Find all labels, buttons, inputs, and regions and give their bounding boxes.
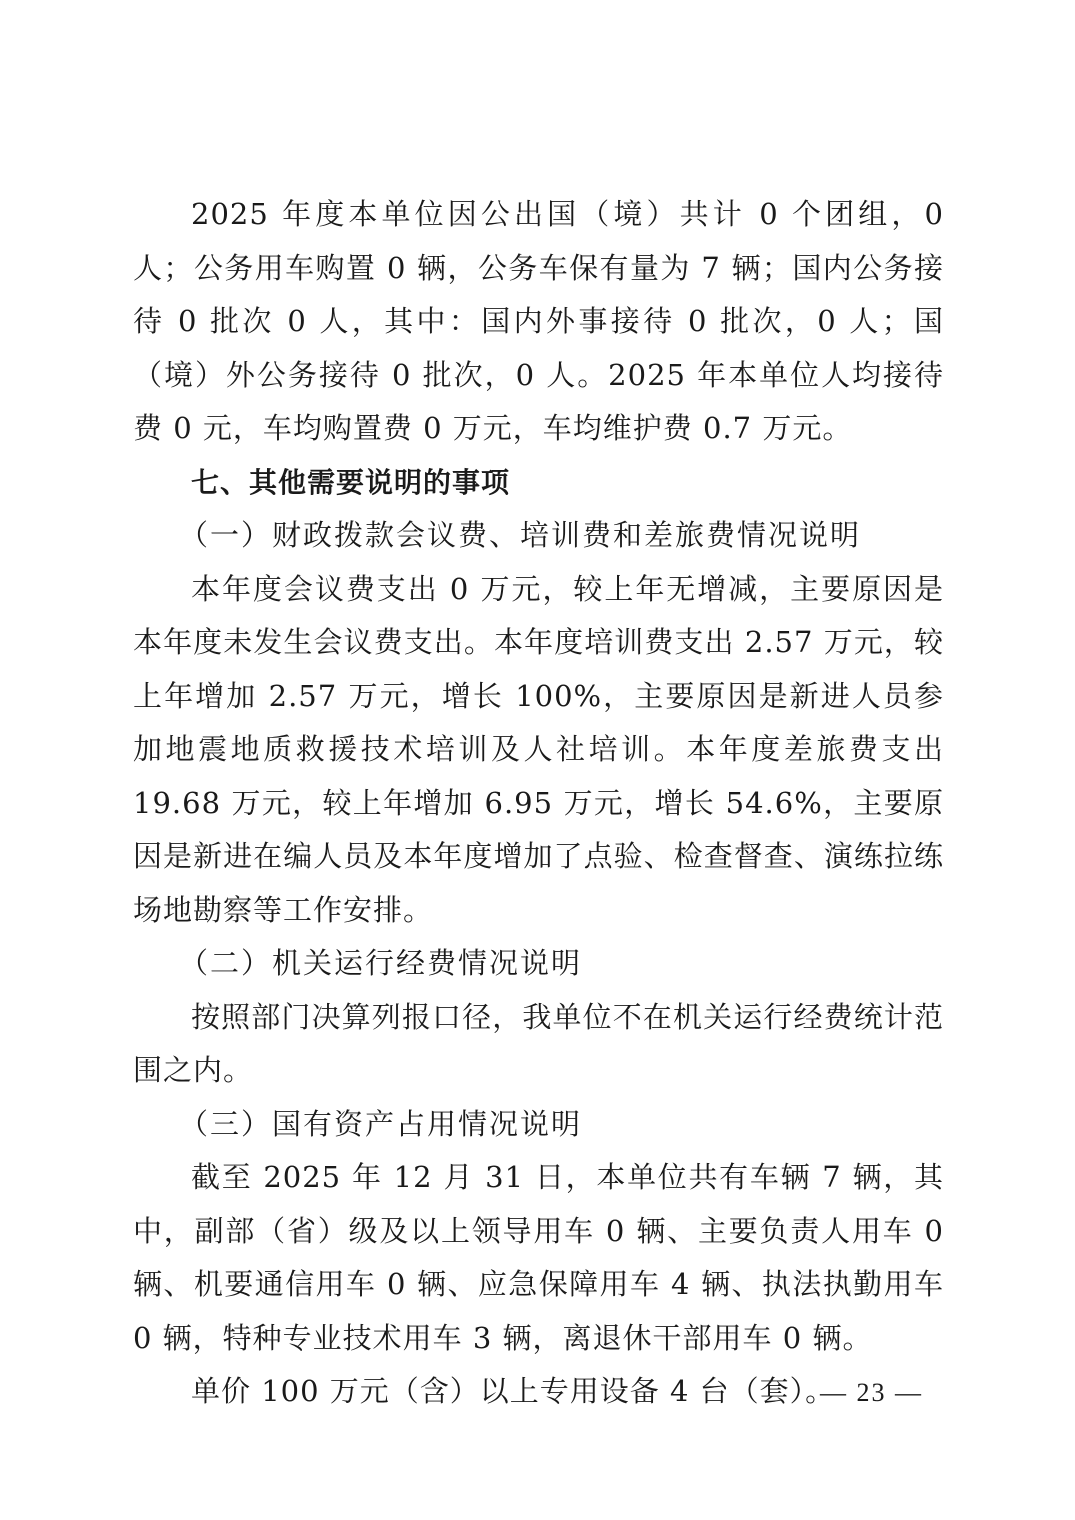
subsection-heading-operating-expenses: （二）机关运行经费情况说明 xyxy=(179,946,583,980)
paragraph-overseas-vehicles-reception: 2025 年度本单位因公出国（境）共计 0 个团组，0 人；公务用车购置 0 辆，公务车保有量为 7 辆；国内公务接待 0 批次 0 人，其中：国内外事接待 0 批次，0 人；国（境）外公务接待 0 批次，0 人。2025 年本单位人均接待费 0 元，车均购置费 0 万元，车均维护费 0.7 万元。 xyxy=(133,197,944,445)
subsection-heading-meeting-training-travel: （一）财政拨款会议费、培训费和差旅费情况说明 xyxy=(179,518,862,552)
paragraph-operating-expenses: 按照部门决算列报口径，我单位不在机关运行经费统计范围之内。 xyxy=(133,999,944,1087)
paragraph-vehicles: 截至 2025 年 12 月 31 日，本单位共有车辆 7 辆，其中，副部（省）级及以上领导用车 0 辆、主要负责人用车 0 辆、机要通信用车 0 辆、应急保障用车 4 辆、执法执勤用车 0 辆，特种专业技术用车 3 辆，离退休干部用车 0 辆。 xyxy=(133,1160,944,1355)
subsection-heading-state-assets: （三）国有资产占用情况说明 xyxy=(179,1106,583,1141)
paragraph-special-equipment: 单价 100 万元（含）以上专用设备 4 台（套）。 xyxy=(191,1374,836,1408)
document-body xyxy=(133,188,944,1419)
section-heading-other-matters: 七、其他需要说明的事项 xyxy=(191,465,511,499)
page-number: — 23 — xyxy=(820,1378,923,1407)
paragraph-meeting-training-travel: 本年度会议费支出 0 万元，较上年无增减，主要原因是本年度未发生会议费支出。本年度培训费支出 2.57 万元，较上年增加 2.57 万元，增长 100%，主要原因是新进人员参加地震地质救援技术培训及人社培训。本年度差旅费支出 19.68 万元，较上年增加 6.95 万元，增长 54.6%，主要原因是新进在编人员及本年度增加了点验、检查督查、演练拉练场地勘察等工作安排。 xyxy=(133,571,944,927)
